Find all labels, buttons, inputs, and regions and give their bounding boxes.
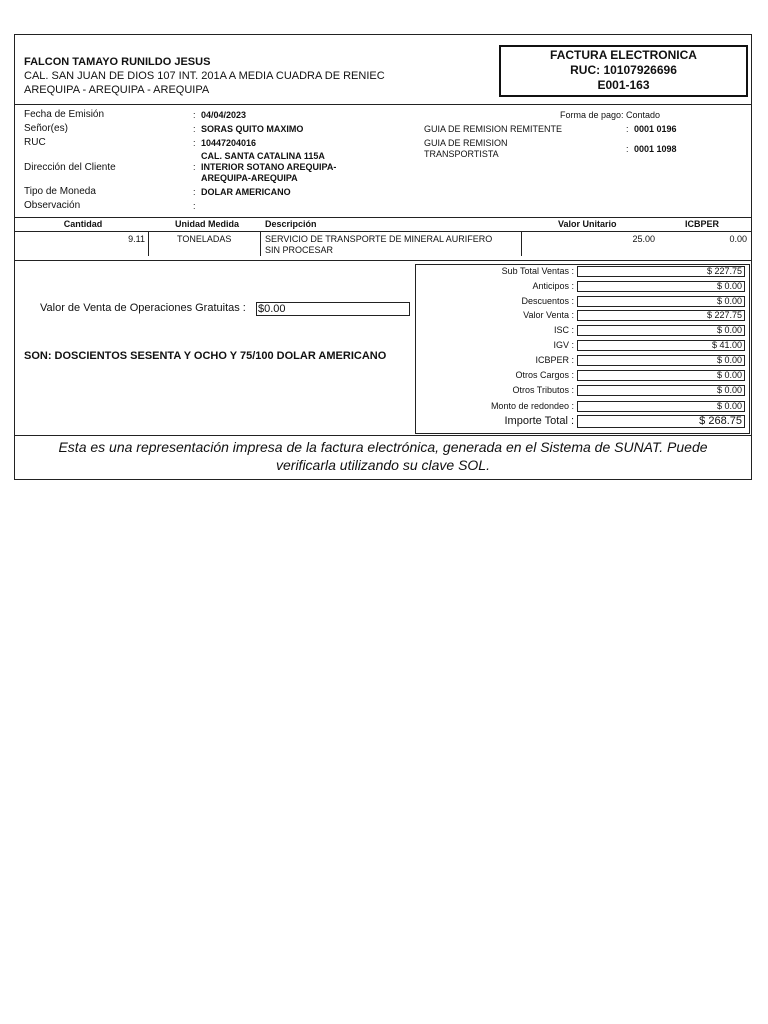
col-divider (521, 232, 522, 256)
gratuitas-label: Valor de Venta de Operaciones Gratuitas : (40, 302, 246, 314)
row-descripcion-line1: SERVICIO DE TRANSPORTE DE MINERAL AURIFERO (265, 234, 493, 244)
totals-label: Descuentos : (521, 296, 574, 306)
guia-transportista-label-2: TRANSPORTISTA (424, 149, 499, 159)
totals-value: $ 268.75 (577, 415, 745, 428)
guia-remitente-value: 0001 0196 (634, 124, 677, 134)
direccion-line3: AREQUIPA-AREQUIPA (201, 173, 298, 183)
totals-label: Otros Tributos : (512, 385, 574, 395)
footer-note-line2: verificarla utilizando su clave SOL. (276, 457, 490, 473)
colon: : (193, 138, 196, 148)
row-cantidad: 9.11 (128, 234, 145, 244)
senor-value: SORAS QUITO MAXIMO (201, 124, 304, 134)
son-amount-words: SON: DOSCIENTOS SESENTA Y OCHO Y 75/100 DOLAR AMERICANO (24, 350, 387, 362)
guia-transportista-label: GUIA DE REMISION (424, 138, 508, 148)
guia-transportista-value: 0001 1098 (634, 144, 677, 154)
totals-value: $ 0.00 (577, 401, 745, 412)
totals-value: $ 41.00 (577, 340, 745, 351)
direccion-line1: CAL. SANTA CATALINA 115A (201, 151, 325, 161)
totals-value: $ 0.00 (577, 325, 745, 336)
colon: : (193, 110, 196, 120)
col-header-cantidad: Cantidad (63, 219, 103, 229)
colon: : (193, 162, 196, 172)
totals-label: ICBPER : (535, 355, 574, 365)
invoice-document (14, 34, 752, 480)
totals-label: Monto de redondeo : (490, 401, 574, 411)
totals-value: $ 227.75 (577, 310, 745, 321)
fecha-value: 04/04/2023 (201, 110, 247, 120)
table-top-line (15, 217, 751, 218)
totals-label: Otros Cargos : (515, 370, 574, 380)
gratuitas-value: $0.00 (256, 302, 410, 316)
totals-value: $ 0.00 (577, 385, 745, 396)
issuer-address-line1: CAL. SAN JUAN DE DIOS 107 INT. 201A A MEDIA CUADRA DE RENIEC (24, 70, 385, 82)
col-header-unidad: Unidad Medida (174, 219, 239, 229)
header-divider (15, 104, 751, 105)
col-divider (260, 232, 261, 256)
document-type: FACTURA ELECTRONICA (550, 48, 697, 62)
forma-pago: Forma de pago: Contado (560, 110, 661, 120)
colon: : (193, 124, 196, 134)
footer-note-line1: Esta es una representación impresa de la factura electrónica, generada en el Sistema de SUNAT. Puede (58, 439, 708, 455)
direccion-label: Dirección del Cliente (24, 162, 116, 173)
moneda-label: Tipo de Moneda (24, 186, 96, 197)
table-header-line (15, 231, 751, 232)
ruc-value: 10447204016 (201, 138, 257, 148)
col-divider (148, 232, 149, 256)
colon: : (626, 124, 629, 134)
ruc-label: RUC (24, 137, 46, 148)
observacion-label: Observación (24, 200, 81, 211)
footer-note-box (15, 435, 751, 480)
direccion-line2: INTERIOR SOTANO AREQUIPA- (201, 162, 337, 172)
row-unidad: TONELADAS (177, 234, 232, 244)
totals-value: $ 0.00 (577, 296, 745, 307)
totals-value: $ 0.00 (577, 281, 745, 292)
senor-label: Señor(es) (24, 123, 68, 134)
totals-label: Anticipos : (532, 281, 574, 291)
row-descripcion-line2: SIN PROCESAR (265, 245, 334, 255)
table-bottom-line (15, 260, 751, 261)
row-valor-unitario: 25.00 (632, 234, 655, 244)
fecha-label: Fecha de Emisión (24, 109, 105, 120)
totals-label: Valor Venta : (523, 310, 574, 320)
totals-value: $ 227.75 (577, 266, 745, 277)
issuer-name: FALCON TAMAYO RUNILDO JESUS (24, 56, 211, 68)
col-header-icbper: ICBPER (685, 219, 720, 229)
guia-remitente-label: GUIA DE REMISION REMITENTE (424, 124, 563, 134)
colon: : (626, 144, 629, 154)
totals-label: Importe Total : (504, 415, 574, 427)
document-id-box (499, 45, 748, 97)
document-ruc: RUC: 10107926696 (570, 63, 677, 77)
colon: : (193, 187, 196, 197)
colon: : (193, 201, 196, 211)
row-icbper: 0.00 (729, 234, 747, 244)
totals-label: ISC : (553, 325, 574, 335)
col-header-descripcion: Descripción (265, 219, 317, 229)
document-number: E001-163 (597, 78, 650, 92)
totals-label: Sub Total Ventas : (501, 266, 574, 276)
totals-label: IGV : (553, 340, 574, 350)
moneda-value: DOLAR AMERICANO (201, 187, 291, 197)
totals-value: $ 0.00 (577, 370, 745, 381)
totals-value: $ 0.00 (577, 355, 745, 366)
issuer-address-line2: AREQUIPA - AREQUIPA - AREQUIPA (24, 84, 210, 96)
col-header-valor-unitario: Valor Unitario (558, 219, 617, 229)
